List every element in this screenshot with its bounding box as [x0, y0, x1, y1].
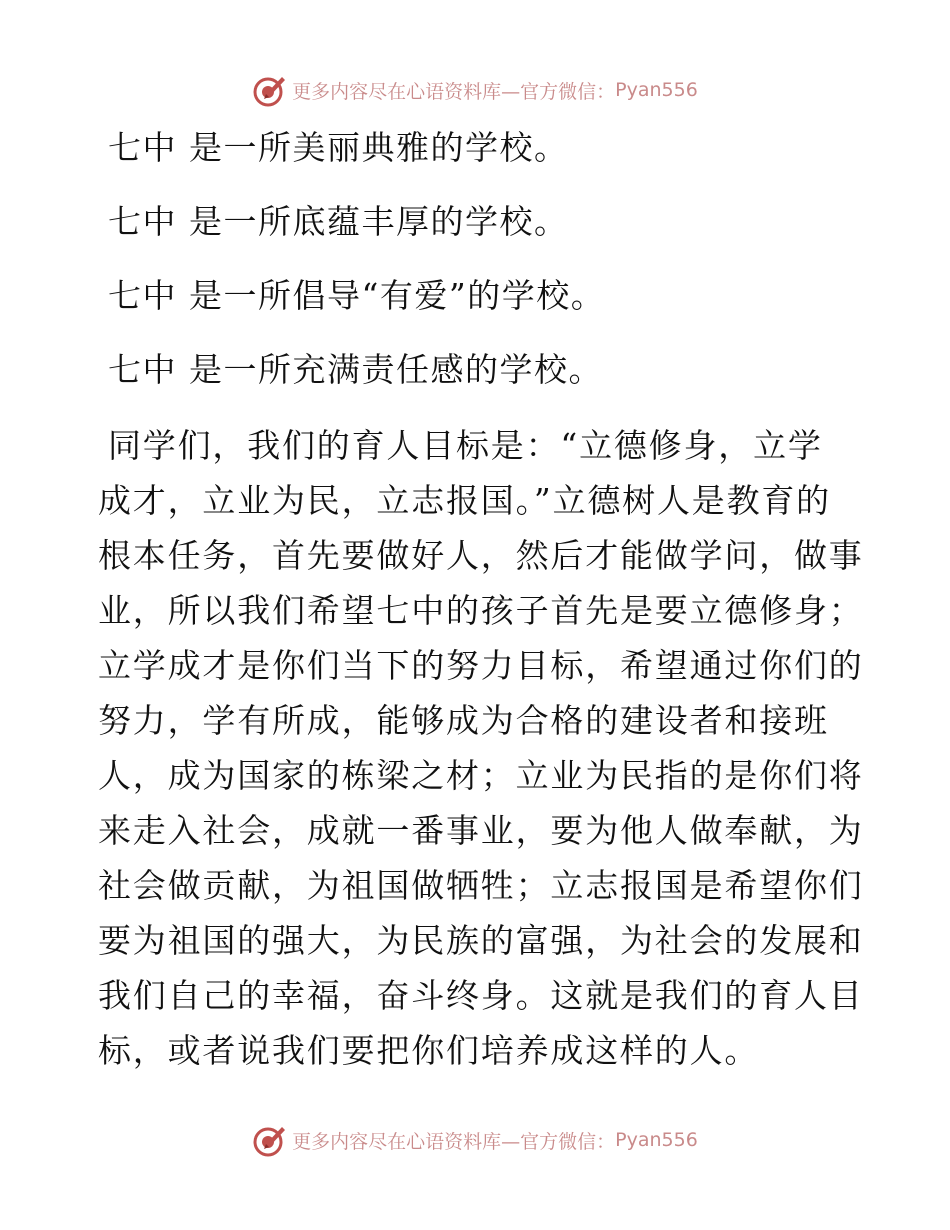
education-goal-paragraph [98, 418, 864, 1078]
statement-line: 七中 是一所充满责任感的学校。 [108, 350, 603, 389]
pen-logo-icon [252, 72, 288, 108]
watermark-text: 更多内容尽在心语资料库—官方微信： [292, 80, 616, 103]
watermark-wechat-id: Pyan556 [615, 1129, 698, 1151]
statement-line: 七中 是一所倡导“有爱”的学校。 [108, 276, 606, 315]
footer-watermark [0, 1120, 950, 1160]
pen-logo-icon [252, 1122, 288, 1158]
paragraph-line: 同学们，我们的育人目标是：“立德修身，立学 [108, 426, 823, 465]
paragraph-line: 要为祖国的强大，为民族的富强，为社会的发展和 [98, 921, 864, 960]
statement-line: 七中 是一所美丽典雅的学校。 [108, 128, 569, 167]
paragraph-line: 社会做贡献，为祖国做牺牲；立志报国是希望你们 [98, 866, 864, 905]
document-body [98, 122, 864, 1078]
watermark-text: 更多内容尽在心语资料库—官方微信： [292, 1130, 616, 1153]
paragraph-line: 来走入社会，成就一番事业，要为他人做奉献，为 [98, 811, 864, 850]
paragraph-line: 人，成为国家的栋梁之材；立业为民指的是你们将 [98, 756, 864, 795]
paragraph-line: 立学成才是你们当下的努力目标，希望通过你们的 [98, 646, 864, 685]
paragraph-line: 根本任务，首先要做好人，然后才能做学问，做事 [98, 536, 864, 575]
paragraph-line: 业，所以我们希望七中的孩子首先是要立德修身； [98, 591, 864, 630]
paragraph-line: 我们自己的幸福，奋斗终身。这就是我们的育人目 [98, 976, 864, 1015]
header-watermark [0, 70, 950, 110]
paragraph-line: 成才，立业为民，立志报国。”立德树人是教育的 [98, 481, 831, 520]
statement-line: 七中 是一所底蕴丰厚的学校。 [108, 202, 569, 241]
paragraph-line: 标，或者说我们要把你们培养成这样的人。 [98, 1031, 760, 1070]
watermark-wechat-id: Pyan556 [615, 79, 698, 101]
paragraph-line: 努力，学有所成，能够成为合格的建设者和接班 [98, 701, 829, 740]
